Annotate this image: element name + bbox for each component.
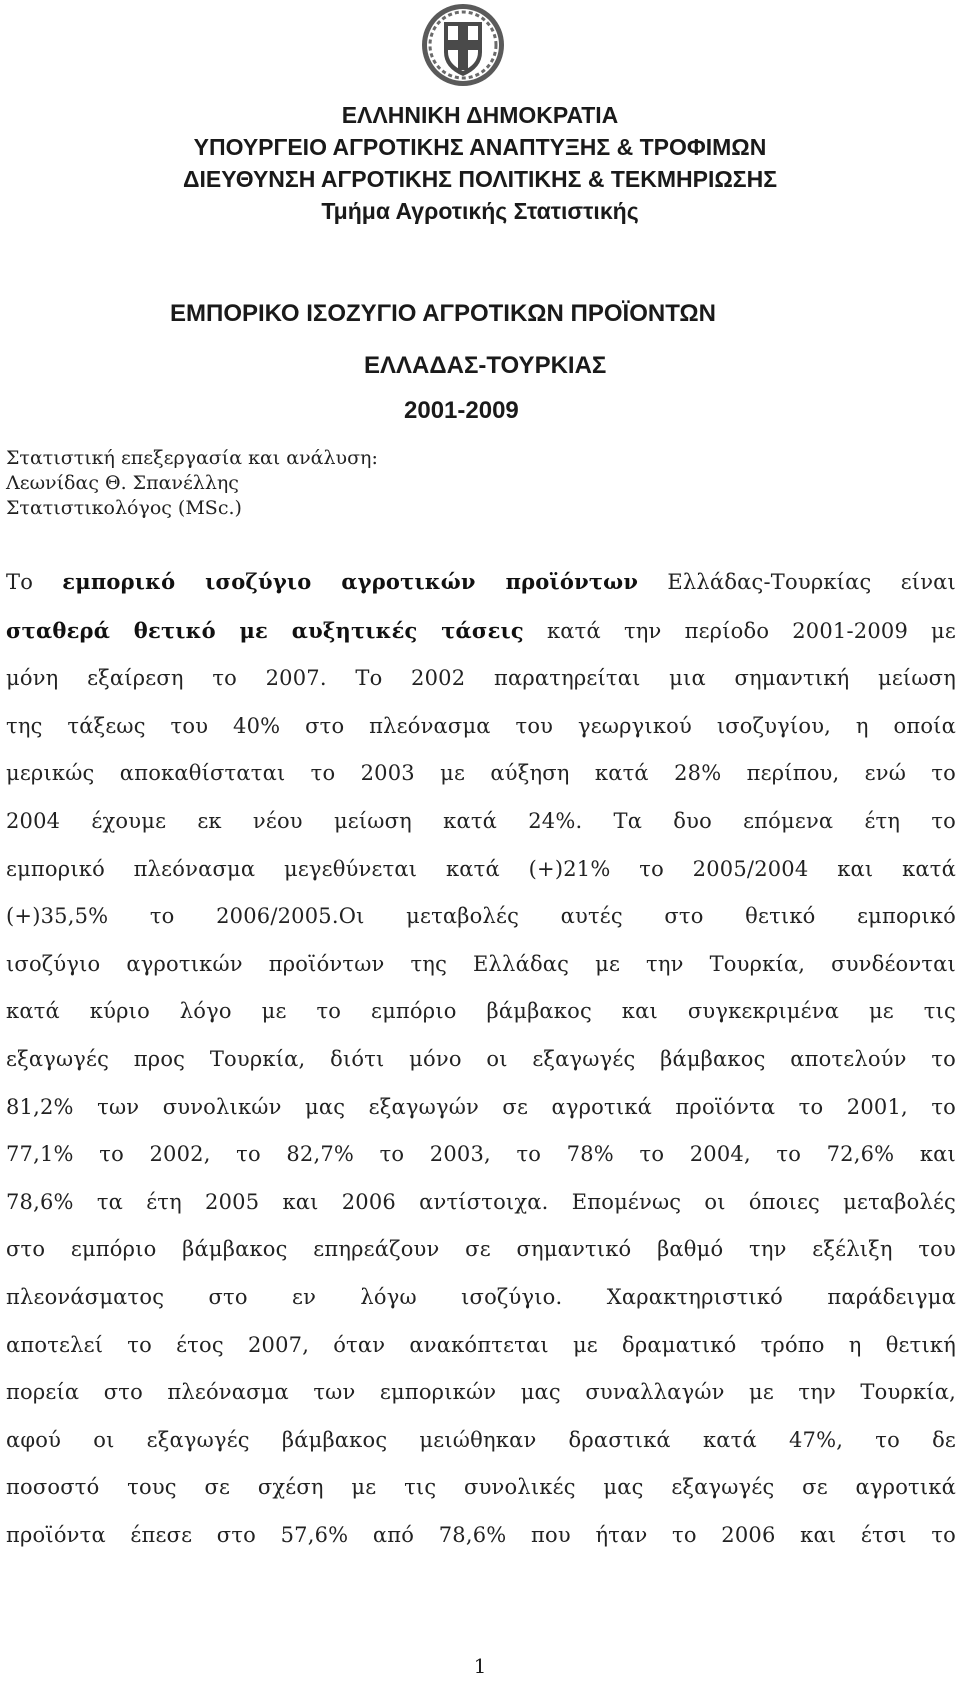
bold-phrase: εμπορικό ισοζύγιο αγροτικών προϊόντων [62, 569, 639, 594]
report-period: 2001-2009 [404, 397, 519, 424]
paragraph-line [6, 607, 956, 656]
author-block [6, 446, 378, 521]
paragraph-line: μερικώς αποκαθίσταται το 2003 με αύξηση κατά 28% περίπου, ενώ το [6, 761, 956, 786]
paragraph-line: πλεονάσματος στο εν λόγω ισοζύγιο. Χαρακτηριστικό παράδειγμα [6, 1284, 956, 1309]
ministry-header [0, 99, 960, 227]
paragraph-line: μόνη εξαίρεση το 2007. Το 2002 παρατηρείται μια σημαντική μείωση [6, 666, 956, 691]
text-run: Ελλάδας-Τουρκίας είναι [638, 570, 956, 594]
paragraph-line: (+)35,5% το 2006/2005.Οι μεταβολές αυτές στο θετικό εμπορικό [6, 904, 956, 929]
author-role: Στατιστική επεξεργασία και ανάλυση: [6, 447, 378, 469]
paragraph-line: εξαγωγές προς Τουρκία, διότι μόνο οι εξαγωγές βάμβακος αποτελούν το [6, 1046, 956, 1071]
paragraph-line: 78,6% τα έτη 2005 και 2006 αντίστοιχα. Επομένως οι όποιες μεταβολές [6, 1189, 956, 1214]
header-country: ΕΛΛΗΝΙΚΗ ΔΗΜΟΚΡΑΤΙΑ [341, 102, 619, 128]
paragraph-line: 2004 έχουμε εκ νέου μείωση κατά 24%. Τα δυο επόμενα έτη το [6, 808, 956, 833]
header-ministry: ΥΠΟΥΡΓΕΙΟ ΑΓΡΟΤΙΚΗΣ ΑΝΑΠΤΥΞΗΣ & ΤΡΟΦΙΜΩΝ [193, 134, 767, 160]
text-run: Το [6, 570, 63, 594]
paragraph-line: στο εμπόριο βάμβακος επηρεάζουν σε σημαντικό βαθμό την εξέλιξη του [6, 1237, 956, 1262]
paragraph-line: εμπορικό πλεόνασμα μεγεθύνεται κατά (+)21% το 2005/2004 και κατά [6, 856, 956, 881]
paragraph-line: προϊόντα έπεσε στο 57,6% από 78,6% που ήταν το 2006 και έτσι το [6, 1522, 956, 1547]
page-number: 1 [473, 1654, 487, 1678]
paragraph-line: 81,2% των συνολικών μας εξαγωγών σε αγροτικά προϊόντα το 2001, το [6, 1094, 956, 1119]
paragraph-line: αφού οι εξαγωγές βάμβακος μειώθηκαν δραστικά κατά 47%, το δε [6, 1427, 956, 1452]
report-subtitle-countries: ΕΛΛΑΔΑΣ-ΤΟΥΡΚΙΑΣ [364, 352, 607, 379]
bold-phrase: σταθερά θετικό με αυξητικές τάσεις [6, 617, 524, 643]
paragraph-line: 77,1% το 2002, το 82,7% το 2003, το 78% το 2004, το 72,6% και [6, 1142, 956, 1167]
paragraph-line [6, 558, 956, 607]
author-title: Στατιστικολόγος (MSc.) [6, 497, 242, 519]
paragraph-line: αποτελεί το έτος 2007, όταν ανακόπτεται με δραματικό τρόπο η θετική [6, 1332, 956, 1357]
report-title: ΕΜΠΟΡΙΚΟ ΙΣΟΖΥΓΙΟ ΑΓΡΟΤΙΚΩΝ ΠΡΟΪΟΝΤΩΝ [170, 300, 716, 327]
greek-coat-of-arms-icon [420, 2, 506, 88]
paragraph-line: κατά κύριο λόγο με το εμπόριο βάμβακος και συγκεκριμένα με τις [6, 999, 956, 1024]
paragraph-line: πορεία στο πλεόνασμα των εμπορικών μας συναλλαγών με την Τουρκία, [6, 1380, 956, 1405]
author-name: Λεωνίδας Θ. Σπανέλλης [6, 472, 239, 494]
body-paragraph [6, 558, 956, 1559]
header-department: Τμήμα Αγροτικής Στατιστικής [321, 198, 639, 224]
paragraph-line: της τάξεως του 40% στο πλεόνασμα του γεωργικού ισοζυγίου, η οποία [6, 713, 956, 738]
header-directorate: ΔΙΕΥΘΥΝΣΗ ΑΓΡΟΤΙΚΗΣ ΠΟΛΙΤΙΚΗΣ & ΤΕΚΜΗΡΙΩΣΗΣ [182, 166, 777, 192]
paragraph-line: ποσοστό τους σε σχέση με τις συνολικές μας εξαγωγές σε αγροτικά [6, 1475, 956, 1500]
text-run: κατά την περίοδο 2001-2009 με [523, 618, 956, 643]
paragraph-line: ισοζύγιο αγροτικών προϊόντων της Ελλάδας με την Τουρκία, συνδέονται [6, 951, 956, 976]
